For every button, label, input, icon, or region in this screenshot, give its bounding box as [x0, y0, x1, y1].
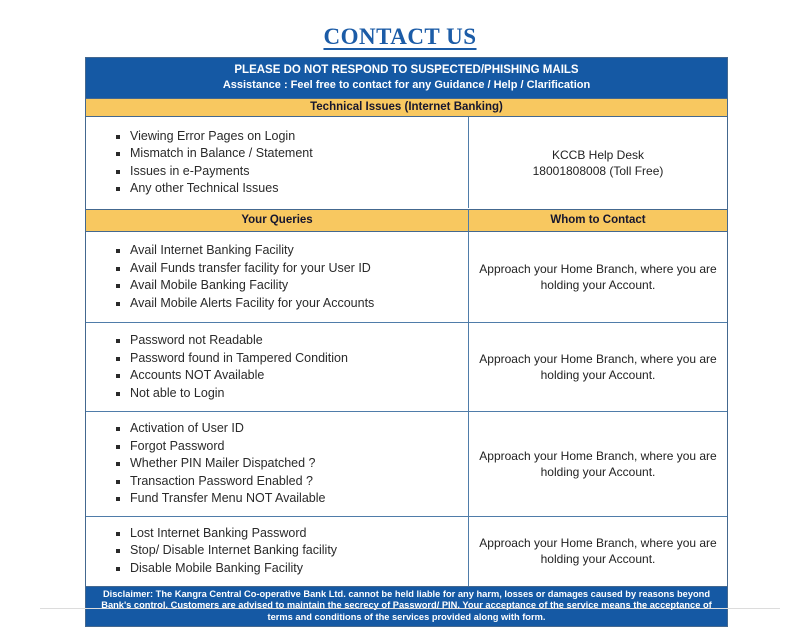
contact-cell: Approach your Home Branch, where you are holding your Account. [468, 232, 727, 322]
query-list [130, 332, 348, 402]
technical-issues-row [86, 117, 727, 208]
query-list-cell [86, 412, 468, 516]
contact-cell: Approach your Home Branch, where you are holding your Account. [468, 412, 727, 516]
technical-issues-list [130, 128, 313, 198]
list-item: ▪ Password found in Tampered Condition [130, 350, 348, 368]
query-list-cell [86, 517, 468, 586]
list-item: ▪ Not able to Login [130, 385, 348, 403]
query-list-cell [86, 232, 468, 322]
your-queries-column-header: Your Queries [86, 209, 468, 232]
list-item: ▪ Forgot Password [130, 438, 325, 456]
query-row [86, 516, 727, 586]
query-list [130, 242, 374, 312]
list-item: ▪ Accounts NOT Available [130, 367, 348, 385]
contact-cell: Approach your Home Branch, where you are holding your Account. [468, 323, 727, 411]
query-row [86, 322, 727, 411]
query-list [130, 525, 337, 578]
helpdesk-contact-cell [468, 117, 727, 208]
technical-issues-header: Technical Issues (Internet Banking) [86, 98, 727, 117]
query-list-cell [86, 323, 468, 411]
query-row [86, 232, 727, 322]
whom-to-contact-column-header: Whom to Contact [468, 209, 727, 232]
list-item: ▪ Activation of User ID [130, 420, 325, 438]
list-item: ▪ Avail Funds transfer facility for your User ID [130, 260, 374, 278]
list-item: ▪ Whether PIN Mailer Dispatched ? [130, 455, 325, 473]
list-item: ▪ Disable Mobile Banking Facility [130, 560, 337, 578]
bottom-divider [40, 608, 780, 609]
query-row [86, 411, 727, 516]
contact-table [85, 57, 728, 627]
list-item: ▪ Lost Internet Banking Password [130, 525, 337, 543]
technical-issues-list-cell [86, 117, 468, 208]
assistance-notice-line2: Assistance : Feel free to contact for any Guidance / Help / Clarification [222, 79, 591, 91]
phishing-notice-line1: PLEASE DO NOT RESPOND TO SUSPECTED/PHISHING MAILS [234, 64, 579, 76]
list-item: ▪ Stop/ Disable Internet Banking facility [130, 542, 337, 560]
list-item: ▪ Viewing Error Pages on Login [130, 128, 313, 146]
list-item: ▪ Avail Mobile Alerts Facility for your Accounts [130, 295, 374, 313]
list-item: ▪ Avail Internet Banking Facility [130, 242, 374, 260]
list-item: ▪ Transaction Password Enabled ? [130, 473, 325, 491]
phishing-notice-band [86, 58, 727, 98]
list-item: ▪ Any other Technical Issues [130, 180, 313, 198]
page-title-text: CONTACT US [323, 24, 477, 49]
list-item: ▪ Fund Transfer Menu NOT Available [130, 490, 325, 508]
query-list [130, 420, 325, 508]
list-item: ▪ Avail Mobile Banking Facility [130, 277, 374, 295]
list-item: ▪ Password not Readable [130, 332, 348, 350]
queries-header-row [86, 209, 727, 232]
contact-cell: Approach your Home Branch, where you are holding your Account. [468, 517, 727, 586]
disclaimer-text: Disclaimer: The Kangra Central Co-operative Bank Ltd. cannot be held liable for any harm, losses or damages caused by reasons beyond Bank's control. Customers are advised to maintain the secrecy of Password/ PIN. Your acceptance of the service means the acceptance of terms and conditions of the services provided along with form. [86, 586, 727, 627]
page-title [0, 0, 800, 50]
helpdesk-name: KCCB Help Desk [551, 147, 645, 162]
helpdesk-tollfree-number: 18001808008 (Toll Free) [532, 163, 664, 178]
list-item: ▪ Mismatch in Balance / Statement [130, 145, 313, 163]
list-item: ▪ Issues in e-Payments [130, 163, 313, 181]
